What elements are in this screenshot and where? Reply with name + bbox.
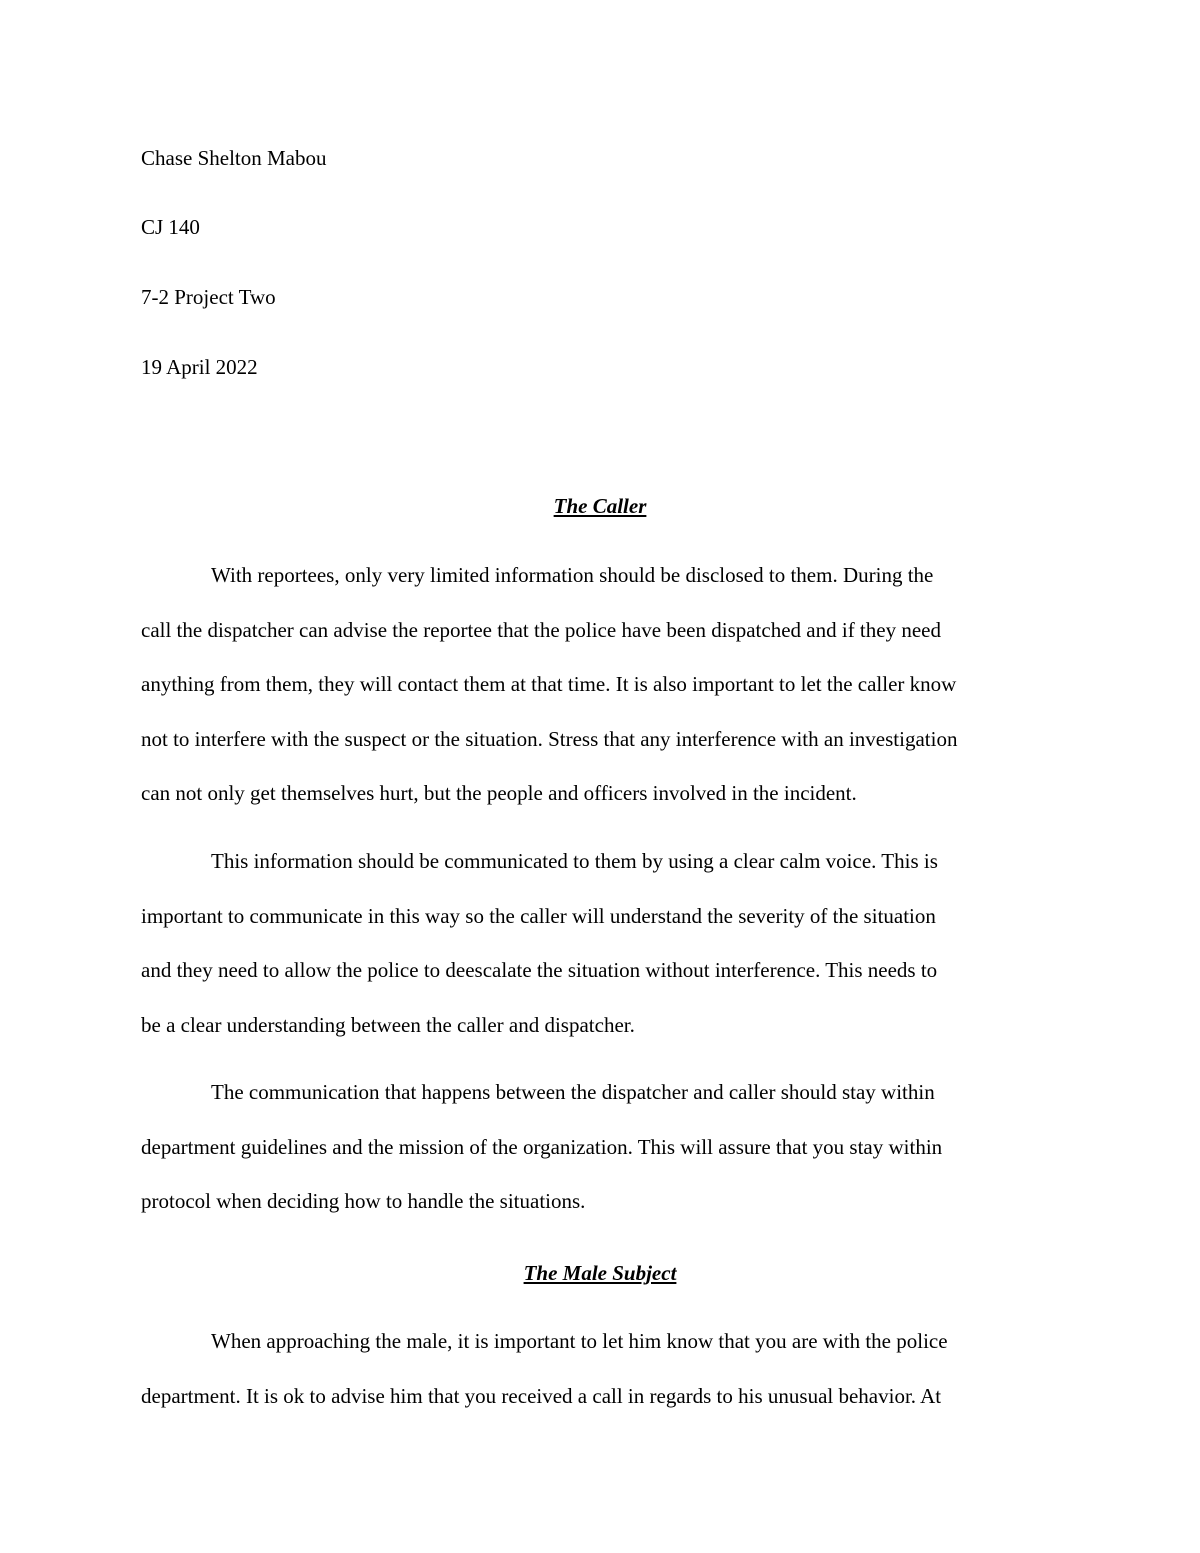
text-line: be a clear understanding between the caller and dispatcher. bbox=[141, 1012, 635, 1037]
paragraph-male-subject-1 bbox=[141, 1314, 1063, 1423]
text-line: This information should be communicated to them by using a clear calm voice. This is bbox=[211, 849, 938, 873]
text-line: important to communicate in this way so the caller will understand the severity of the situation bbox=[141, 903, 936, 928]
text-line: can not only get themselves hurt, but the people and officers involved in the incident. bbox=[141, 781, 857, 805]
paragraph-caller-1 bbox=[141, 548, 1063, 821]
text-line: protocol when deciding how to handle the situations. bbox=[141, 1189, 586, 1213]
text-line: department guidelines and the mission of the organization. This will assure that you stay within bbox=[141, 1134, 943, 1159]
paragraph-caller-3 bbox=[141, 1065, 1063, 1229]
section-heading-male-subject: The Male Subject bbox=[523, 1261, 677, 1285]
author-name: Chase Shelton Mabou bbox=[141, 146, 327, 170]
text-line: When approaching the male, it is important to let him know that you are with the police bbox=[211, 1329, 948, 1353]
assignment-title: 7-2 Project Two bbox=[141, 285, 276, 309]
course-code: CJ 140 bbox=[141, 215, 200, 239]
text-line: anything from them, they will contact them at that time. It is also important to let the caller know bbox=[141, 672, 957, 696]
text-line: The communication that happens between the dispatcher and caller should stay within bbox=[211, 1080, 935, 1104]
section-heading-caller: The Caller bbox=[553, 494, 647, 518]
document-date: 19 April 2022 bbox=[141, 355, 258, 379]
text-line: and they need to allow the police to deescalate the situation without interference. This needs to bbox=[141, 958, 938, 982]
text-line: department. It is ok to advise him that you received a call in regards to his unusual behavior. At bbox=[141, 1383, 942, 1408]
text-line: not to interfere with the suspect or the situation. Stress that any interference with an investigation bbox=[141, 726, 958, 751]
paragraph-caller-2 bbox=[141, 834, 1063, 1052]
text-line: With reportees, only very limited information should be disclosed to them. During the bbox=[211, 563, 934, 587]
text-line: call the dispatcher can advise the reportee that the police have been dispatched and if they need bbox=[141, 617, 941, 642]
